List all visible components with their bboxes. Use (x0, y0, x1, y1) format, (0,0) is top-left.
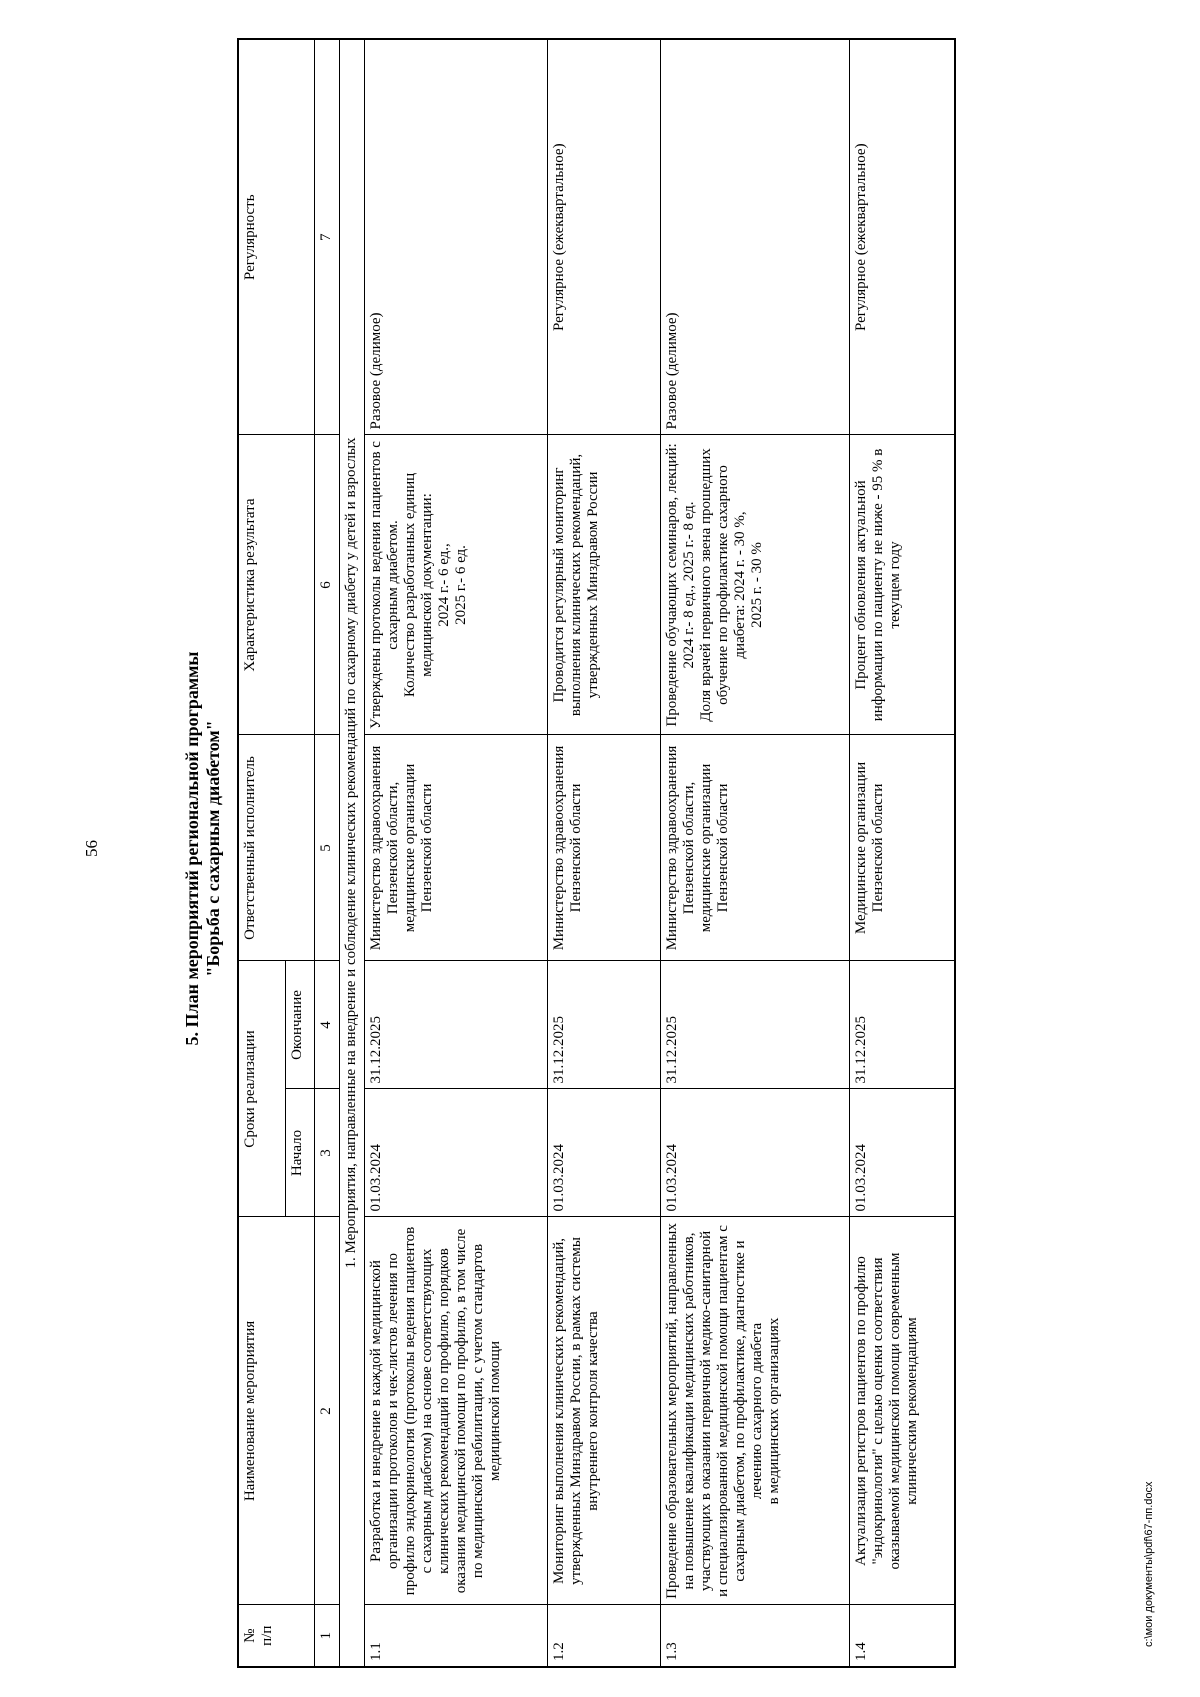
header-start: Начало (286, 1089, 315, 1217)
column-number: 7 (315, 39, 340, 435)
row-end: 31.12.2025 (661, 961, 850, 1089)
header-regularity: Регулярность (238, 39, 315, 435)
row-executor: Медицинские организации Пензенской области (850, 735, 956, 961)
row-start: 01.03.2024 (661, 1089, 850, 1217)
row-executor: Министерство здравоохранения Пензенской области, медицинские организации Пензенской области (365, 735, 548, 961)
row-name: Актуализация регистров пациентов по профилю "эндокринология" с целью оценки соответствия оказываемой медицинской помощи современным клиническим рекомендациям (850, 1217, 956, 1605)
row-executor: Министерство здравоохранения Пензенской области (548, 735, 661, 961)
row-regularity: Регулярное (ежеквартальное) (548, 39, 661, 435)
row-num: 1.4 (850, 1605, 956, 1667)
row-result: Утверждены протоколы ведения пациентов с сахарным диабетом. Количество разработанных единиц медицинской документации: 2024 г.- 6 ед., 2025 г.- 6 ед. (365, 435, 548, 735)
header-name: Наименование мероприятия (238, 1217, 315, 1605)
column-number: 1 (315, 1605, 340, 1667)
header-end: Окончание (286, 961, 315, 1089)
row-name: Проведение образовательных мероприятий, направленных на повышение квалификации медицинских работников, участвующих в оказании первичной медико-санитарной и специализированной медицинской помощи пациентам с сахарным диабетом, по профилактике, диагностике и лечению сахарного диабета в медицинских организациях (661, 1217, 850, 1605)
header-period: Сроки реализации (238, 961, 286, 1217)
row-regularity: Разовое (делимое) (661, 39, 850, 435)
row-regularity: Разовое (делимое) (365, 39, 548, 435)
row-start: 01.03.2024 (850, 1089, 956, 1217)
table-row (661, 39, 850, 1667)
row-result: Проводится регулярный мониторинг выполнения клинических рекомендаций, утвержденных Минздравом России (548, 435, 661, 735)
page-number: 56 (82, 840, 101, 857)
row-name: Мониторинг выполнения клинических рекомендаций, утвержденных Минздравом России, в рамках системы внутреннего контроля качества (548, 1217, 661, 1605)
row-num: 1.1 (365, 1605, 548, 1667)
column-numbers-row (315, 39, 340, 1667)
header-row (238, 39, 286, 1667)
row-end: 31.12.2025 (365, 961, 548, 1089)
row-end: 31.12.2025 (548, 961, 661, 1089)
header-num: № п/п (238, 1605, 315, 1667)
column-number: 4 (315, 961, 340, 1089)
table-row (365, 39, 548, 1667)
section-row (340, 39, 365, 1667)
table-row (548, 39, 661, 1667)
row-regularity: Регулярное (ежеквартальное) (850, 39, 956, 435)
plan-table (237, 38, 956, 1668)
column-number: 6 (315, 435, 340, 735)
row-name: Разработка и внедрение в каждой медицинской организации протоколов и чек-листов лечения по профилю эндокринология (протоколы ведения пациентов с сахарным диабетом) на основе соответствующих клинических рекомендаций по профилю, порядков оказания медицинской помощи по профилю, в том числе по медицинской реабилитации, с учетом стандартов медицинской помощи (365, 1217, 548, 1605)
table-row (850, 39, 956, 1667)
column-number: 2 (315, 1217, 340, 1605)
row-end: 31.12.2025 (850, 961, 956, 1089)
row-start: 01.03.2024 (548, 1089, 661, 1217)
section-title: 1. Мероприятия, направленные на внедрение и соблюдение клинических рекомендаций по сахарному диабету у детей и взрослых (340, 39, 365, 1667)
row-num: 1.2 (548, 1605, 661, 1667)
row-result: Процент обновления актуальной информации по пациенту не ниже - 95 % в текущем году (850, 435, 956, 735)
row-result: Проведение обучающих семинаров, лекций: 2024 г.- 8 ед., 2025 г.- 8 ед. Доля врачей первичного звена прошедших обучение по профилактике сахарного диабета: 2024 г. - 30 %, 2025 г. - 30 % (661, 435, 850, 735)
header-result: Характеристика результата (238, 435, 315, 735)
row-start: 01.03.2024 (365, 1089, 548, 1217)
document-title: 5. План мероприятий региональной программы "Борьба с сахарным диабетом" (182, 651, 223, 1046)
row-num: 1.3 (661, 1605, 850, 1667)
header-executor: Ответственный исполнитель (238, 735, 315, 961)
row-executor: Министерство здравоохранения Пензенской области, медицинские организации Пензенской области (661, 735, 850, 961)
column-number: 3 (315, 1089, 340, 1217)
footer-file-path: c:\мои документы\pdf\67-пп.docx (1143, 1481, 1155, 1647)
column-number: 5 (315, 735, 340, 961)
